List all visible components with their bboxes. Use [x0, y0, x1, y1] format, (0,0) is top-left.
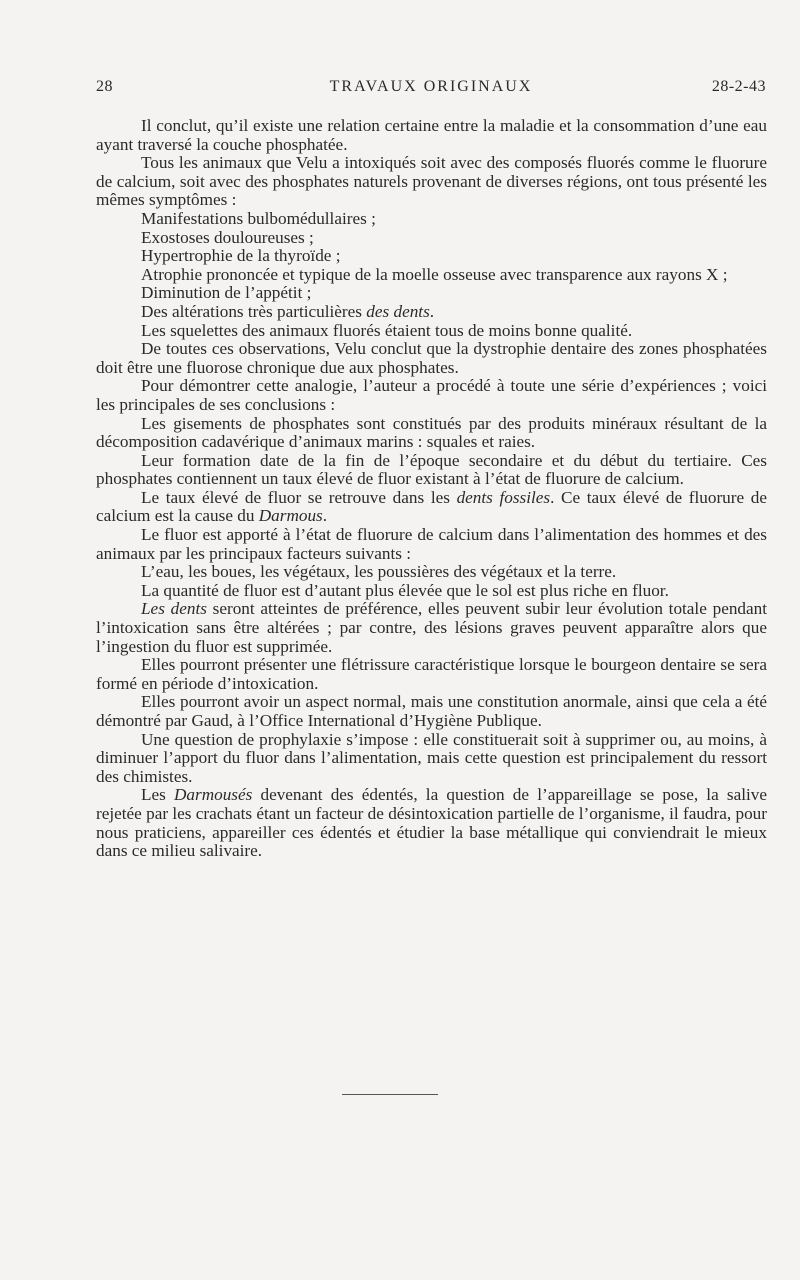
paragraph: [96, 154, 767, 210]
text-run: Des altérations très particulières: [141, 301, 367, 321]
text-run: .: [322, 506, 328, 526]
paragraph: [96, 284, 767, 303]
paragraph: [96, 229, 767, 248]
text-run: Diminution de l’appétit ;: [141, 283, 312, 303]
article-body: [96, 117, 767, 861]
text-run: Les squelettes des animaux fluorés étaient tous de moins bonne qualité.: [141, 320, 633, 340]
text-run: L’eau, les boues, les végétaux, les poussières des végétaux et la terre.: [141, 562, 617, 582]
italic-text: des dents: [366, 301, 430, 321]
paragraph: [96, 563, 767, 582]
italic-text: Darmous: [258, 506, 323, 526]
text-run: Pour démontrer cette analogie, l’auteur a procédé à toute une série d’expériences ; voici les principales de ses conclusions :: [96, 376, 767, 414]
text-run: Les gisements de phosphates sont constitués par des produits minéraux résultant de la décomposition cadavérique d’animaux marins : squales et raies.: [96, 413, 767, 452]
text-run: De toutes ces observations, Velu conclut que la dystrophie dentaire des zones phosphatées doit être une fluorose chronique due aux phosphates.: [96, 339, 767, 377]
page-header: [96, 78, 766, 100]
paragraph: [96, 526, 767, 563]
paragraph: [96, 786, 767, 860]
paragraph: [96, 489, 767, 526]
page-number: 28: [96, 78, 113, 95]
issue-date: 28-2-43: [711, 78, 766, 95]
paragraph: [96, 247, 767, 266]
paragraph: [96, 303, 767, 322]
text-run: Exostoses douloureuses ;: [141, 227, 314, 247]
paragraph: [96, 452, 767, 489]
paragraph: [96, 117, 767, 154]
text-run: . Ce taux élevé de fluorure de calcium est la cause du: [96, 487, 767, 526]
paragraph: [96, 693, 767, 730]
text-run: Hypertrophie de la thyroïde ;: [141, 246, 341, 266]
text-run: .: [429, 301, 435, 321]
text-run: Le fluor est apporté à l’état de fluorure de calcium dans l’alimentation des hommes et des animaux par les principaux facteurs suivants :: [96, 525, 767, 563]
paragraph: [96, 266, 767, 285]
paragraph: [96, 210, 767, 229]
italic-text: Les dents: [141, 599, 207, 619]
paragraph: [96, 340, 767, 377]
paragraph: [96, 322, 767, 341]
text-run: devenant des édentés, la question de l’appareillage se pose, la salive rejetée par les crachats étant un facteur de désintoxication partielle de l’organisme, il faudra, pour nous praticiens, appareiller ces édentés et étudier la base métallique qui conviendrait le mieux dans ce milieu salivaire.: [96, 785, 767, 861]
text-run: Le taux élevé de fluor se retrouve dans les: [141, 487, 457, 507]
text-run: Les: [141, 785, 174, 805]
text-run: La quantité de fluor est d’autant plus élevée que le sol est plus riche en fluor.: [141, 580, 669, 600]
paragraph: [96, 731, 767, 787]
text-run: Elles pourront présenter une flétrissure caractéristique lorsque le bourgeon dentaire se sera formé en période d’intoxication.: [96, 655, 767, 693]
text-run: Manifestations bulbomédullaires ;: [141, 208, 376, 228]
text-run: Elles pourront avoir un aspect normal, mais une constitution anormale, ainsi que cela a été démontré par Gaud, à l’Office International d’Hygiène Publique.: [96, 692, 767, 730]
text-run: Atrophie prononcée et typique de la moelle osseuse avec transparence aux rayons X ;: [141, 264, 728, 284]
text-run: Tous les animaux que Velu a intoxiqués soit avec des composés fluorés comme le fluorure de calcium, soit avec des phosphates naturels provenant de diverses régions, ont tous présenté les mêmes symptômes :: [96, 153, 767, 210]
paragraph: [96, 656, 767, 693]
end-rule: [342, 1094, 438, 1095]
text-run: Leur formation date de la fin de l’époque secondaire et du début du tertiaire. Ces phosphates contiennent un taux élevé de fluor existant à l’état de fluorure de calcium.: [96, 450, 767, 489]
paragraph: [96, 415, 767, 452]
text-run: Il conclut, qu’il existe une relation certaine entre la maladie et la consommation d’une eau ayant traversé la couche phosphatée.: [96, 116, 767, 154]
paragraph: [96, 582, 767, 601]
paragraph: [96, 600, 767, 656]
italic-text: dents fossiles: [456, 487, 551, 507]
paragraph: [96, 377, 767, 414]
italic-text: Darmousés: [174, 785, 253, 805]
text-run: Une question de prophylaxie s’impose : elle constituerait soit à supprimer ou, au moins, à diminuer l’apport du fluor dans l’alimentation, mais cette question est principalement du ressort des chimistes.: [96, 729, 767, 786]
running-title: TRAVAUX ORIGINAUX: [329, 78, 533, 95]
text-run: seront atteintes de préférence, elles peuvent subir leur évolution totale pendant l’intoxication sans être altérées ; par contre, des lésions graves peuvent apparaître alors que l’ingestion du fluor est supprimée.: [96, 599, 768, 656]
